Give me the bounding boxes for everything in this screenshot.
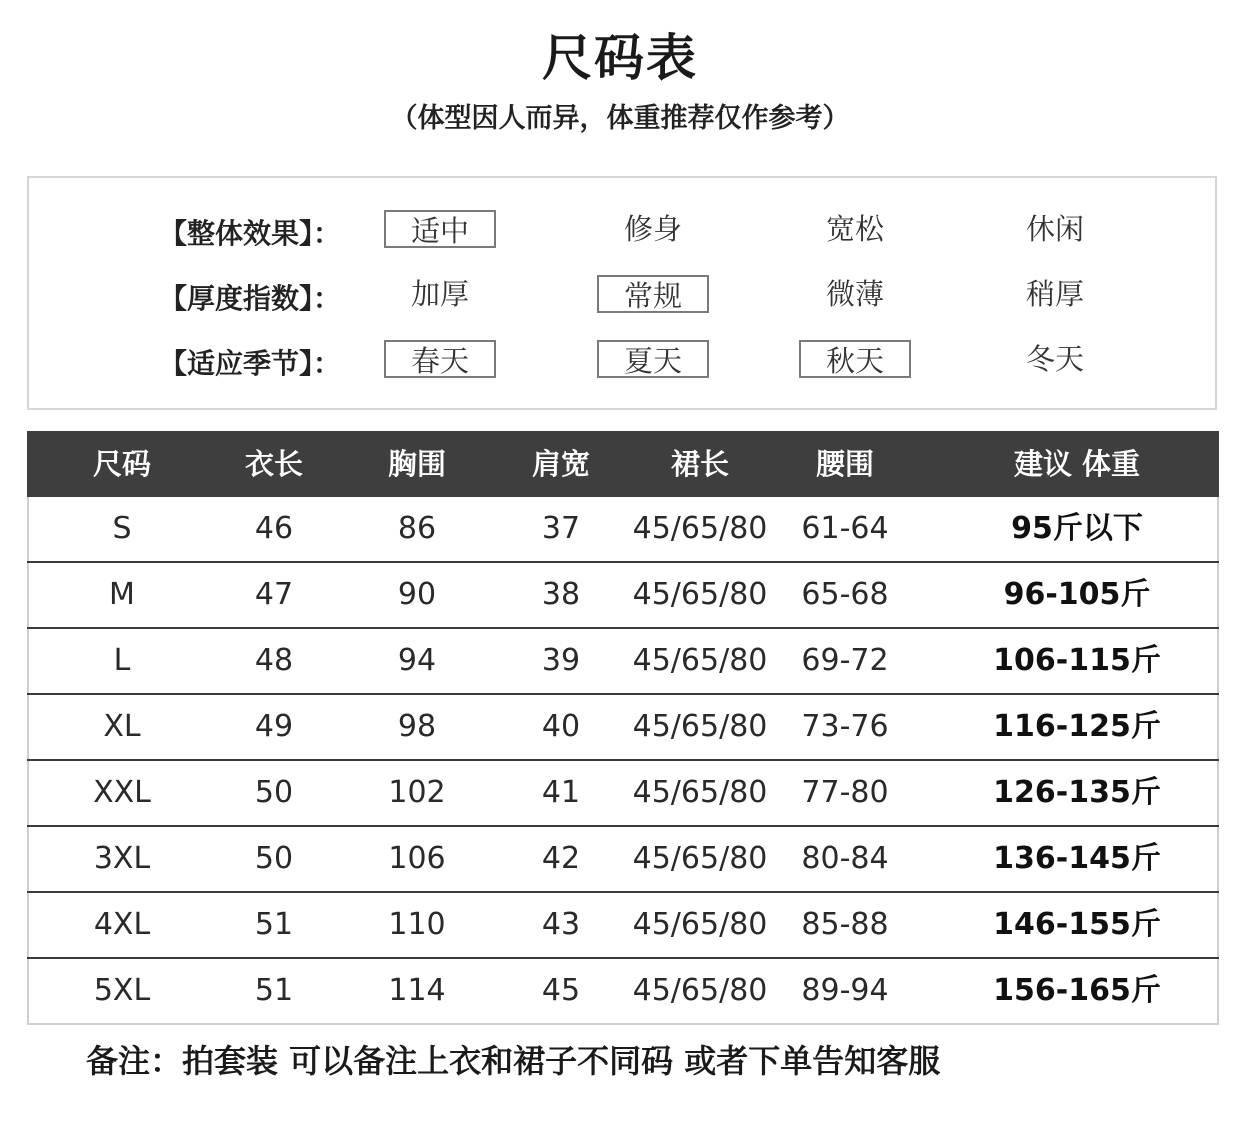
cell-waist: 77-80 <box>801 775 889 810</box>
cell-weight: 136-145斤 <box>993 841 1161 876</box>
cell-waist: 73-76 <box>801 709 889 744</box>
cell-skirt-length: 45/65/80 <box>632 775 768 810</box>
cell-weight: 106-115斤 <box>993 643 1161 678</box>
cell-weight: 96-105斤 <box>1003 577 1151 612</box>
column-header-weight: 建议 体重 <box>1013 447 1141 481</box>
cell-chest: 102 <box>388 775 446 810</box>
cell-size: XL <box>103 709 141 744</box>
cell-chest: 106 <box>388 841 446 876</box>
cell-waist: 65-68 <box>801 577 889 612</box>
cell-size: L <box>113 643 131 678</box>
table-row <box>27 761 1219 827</box>
cell-shoulder: 41 <box>541 775 581 810</box>
cell-shoulder: 45 <box>541 973 581 1008</box>
attribute-option-fit-3: 宽松 <box>825 212 884 246</box>
cell-skirt-length: 45/65/80 <box>632 511 768 546</box>
cell-chest: 90 <box>397 577 437 612</box>
cell-length: 51 <box>254 907 294 942</box>
cell-size: M <box>109 577 135 612</box>
cell-waist: 80-84 <box>801 841 889 876</box>
attribute-option-thickness-3: 微薄 <box>825 277 884 311</box>
cell-weight: 95斤以下 <box>1011 511 1143 546</box>
cell-size: S <box>112 511 132 546</box>
cell-shoulder: 42 <box>541 841 581 876</box>
cell-shoulder: 37 <box>541 511 581 546</box>
table-row <box>27 629 1219 695</box>
cell-shoulder: 43 <box>541 907 581 942</box>
attribute-option-fit-2: 修身 <box>623 212 682 246</box>
attribute-panel <box>27 176 1217 410</box>
table-row <box>27 563 1219 629</box>
cell-shoulder: 40 <box>541 709 581 744</box>
cell-length: 51 <box>254 973 294 1008</box>
attribute-option-season-2: 夏天 <box>597 340 709 378</box>
cell-size: XXL <box>93 775 151 810</box>
column-header-skirt-length: 裙长 <box>670 447 729 481</box>
attribute-option-season-1: 春天 <box>384 340 496 378</box>
attribute-option-season-4: 冬天 <box>1025 342 1084 376</box>
attribute-option-thickness-1: 加厚 <box>410 277 469 311</box>
cell-size: 5XL <box>93 973 151 1008</box>
cell-chest: 94 <box>397 643 437 678</box>
cell-waist: 85-88 <box>801 907 889 942</box>
cell-length: 49 <box>254 709 294 744</box>
cell-skirt-length: 45/65/80 <box>632 643 768 678</box>
cell-skirt-length: 45/65/80 <box>632 907 768 942</box>
cell-waist: 69-72 <box>801 643 889 678</box>
page-title: 尺码表 <box>542 29 698 87</box>
attribute-option-thickness-4: 稍厚 <box>1025 277 1084 311</box>
attribute-option-fit-1: 适中 <box>384 210 496 248</box>
cell-chest: 114 <box>388 973 446 1008</box>
cell-shoulder: 38 <box>541 577 581 612</box>
cell-weight: 126-135斤 <box>993 775 1161 810</box>
cell-skirt-length: 45/65/80 <box>632 709 768 744</box>
column-header-shoulder: 肩宽 <box>531 447 590 481</box>
attribute-option-fit-4: 休闲 <box>1025 212 1084 246</box>
column-header-length: 衣长 <box>244 447 303 481</box>
cell-weight: 146-155斤 <box>993 907 1161 942</box>
table-header <box>27 431 1219 497</box>
size-table <box>27 431 1219 1025</box>
column-header-chest: 胸围 <box>387 447 446 481</box>
cell-size: 3XL <box>93 841 151 876</box>
table-row <box>27 827 1219 893</box>
cell-shoulder: 39 <box>541 643 581 678</box>
cell-chest: 86 <box>397 511 437 546</box>
table-row <box>27 959 1219 1025</box>
cell-skirt-length: 45/65/80 <box>632 973 768 1008</box>
cell-skirt-length: 45/65/80 <box>632 577 768 612</box>
table-row <box>27 695 1219 761</box>
cell-chest: 98 <box>397 709 437 744</box>
attribute-option-season-3: 秋天 <box>799 340 911 378</box>
cell-length: 47 <box>254 577 294 612</box>
cell-length: 50 <box>254 775 294 810</box>
cell-length: 48 <box>254 643 294 678</box>
cell-waist: 89-94 <box>801 973 889 1008</box>
attribute-label-season: 【适应季节】： <box>159 347 342 380</box>
cell-size: 4XL <box>93 907 151 942</box>
column-header-waist: 腰围 <box>815 447 874 481</box>
page-subtitle: （体型因人而异，体重推荐仅作参考） <box>390 103 850 134</box>
table-row <box>27 497 1219 563</box>
table-row <box>27 893 1219 959</box>
cell-length: 46 <box>254 511 294 546</box>
attribute-label-thickness: 【厚度指数】： <box>159 282 342 315</box>
footnote: 备注：拍套装 可以备注上衣和裙子不同码 或者下单告知客服 <box>86 1042 941 1080</box>
cell-waist: 61-64 <box>801 511 889 546</box>
attribute-label-fit: 【整体效果】： <box>159 217 342 250</box>
cell-weight: 156-165斤 <box>993 973 1161 1008</box>
cell-length: 50 <box>254 841 294 876</box>
column-header-size: 尺码 <box>92 447 151 481</box>
attribute-option-thickness-2: 常规 <box>597 275 709 313</box>
cell-skirt-length: 45/65/80 <box>632 841 768 876</box>
cell-weight: 116-125斤 <box>993 709 1161 744</box>
cell-chest: 110 <box>388 907 446 942</box>
